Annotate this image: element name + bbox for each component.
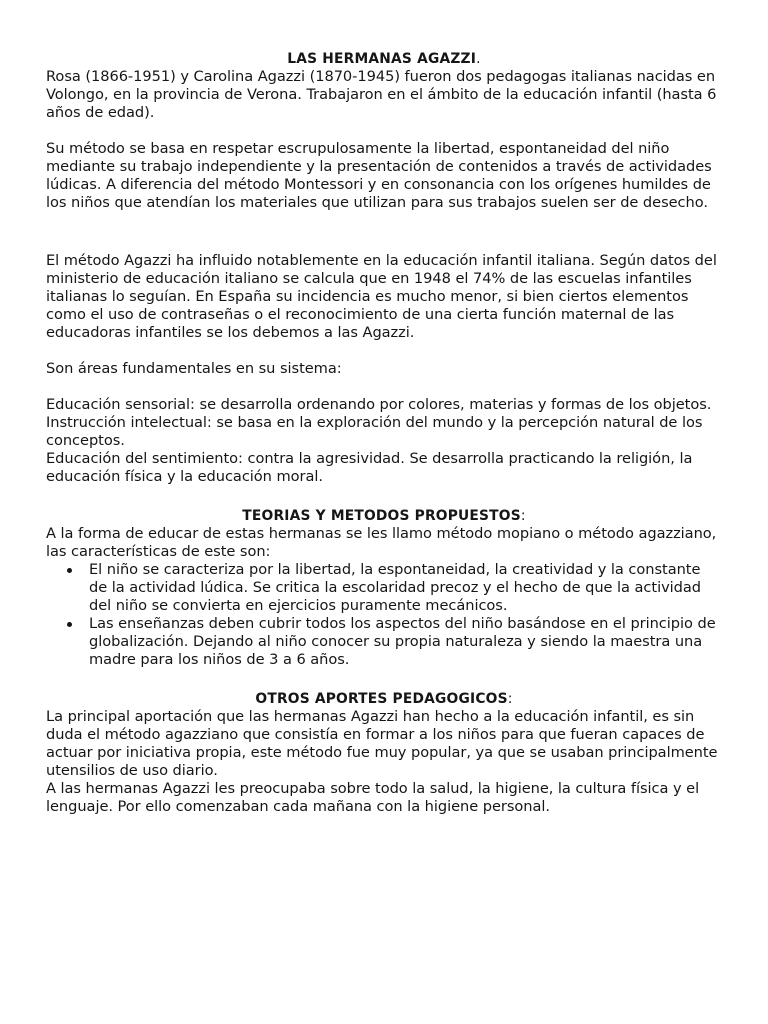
aportes-paragraph: A las hermanas Agazzi les preocupaba sobre todo la salud, la higiene, la cultura física y el lenguaje. Por ello comenzaban cada mañana con la higiene personal. (46, 780, 700, 815)
area-item-sentimiento: Educación del sentimiento: contra la agresividad. Se desarrolla practicando la religión, la educación física y la educación moral. (46, 450, 693, 485)
area-item-sensorial: Educación sensorial: se desarrolla ordenando por colores, materias y formas de los objetos. (46, 396, 712, 413)
section-heading-teorias-text: TEORIAS Y METODOS PROPUESTOS (242, 508, 521, 524)
bullet-item: El niño se caracteriza por la libertad, la espontaneidad, la creatividad y la constante de la actividad lúdica. Se critica la escolaridad precoz y el hecho de que la actividad del niño se convierta en ejercicios puramente mecánicos. (89, 561, 722, 615)
teorias-intro: A la forma de educar de estas hermanas se les llamo método mopiano o método agazziano, las características de este son: (46, 525, 717, 560)
document-title (46, 50, 722, 68)
document-title-punct: . (476, 51, 481, 67)
teorias-bullet-list (46, 561, 722, 669)
section-heading-aportes-text: OTROS APORTES PEDAGOGICOS (255, 691, 508, 707)
section-heading-aportes (46, 690, 722, 708)
aportes-paragraph: La principal aportación que las hermanas Agazzi han hecho a la educación infantil, es sin duda el método agazziano que consistía en formar a los niños para que fueran capaces de actuar por iniciativa propia, este método fue muy popular, ya que se usaban principalmente utensilios de uso diario. (46, 708, 718, 779)
method-paragraph: Su método se basa en respetar escrupulosamente la libertad, espontaneidad del niño mediante su trabajo independiente y la presentación de contenidos a través de actividades lúdicas. A diferencia del método Montessori y en consonancia con los orígenes humildes de los niños que atendían los materiales que utilizan para sus trabajos suelen ser de desecho. (46, 140, 712, 211)
section-heading-aportes-punct: : (507, 691, 513, 707)
area-item-intelectual: Instrucción intelectual: se basa en la exploración del mundo y la percepción natural de los conceptos. (46, 414, 703, 449)
bullet-item: Las enseñanzas deben cubrir todos los aspectos del niño basándose en el principio de globalización. Dejando al niño conocer su propia naturaleza y siendo la maestra una madre para los niños de 3 a 6 años. (89, 615, 722, 669)
section-heading-teorias (46, 507, 722, 525)
areas-intro: Son áreas fundamentales en su sistema: (46, 360, 342, 377)
document-title-text: LAS HERMANAS AGAZZI (287, 51, 477, 67)
intro-paragraph: Rosa (1866-1951) y Carolina Agazzi (1870-1945) fueron dos pedagogas italianas nacidas en Volongo, en la provincia de Verona. Trabajaron en el ámbito de la educación infantil (hasta 6 años de edad). (46, 68, 717, 121)
influence-paragraph: El método Agazzi ha influido notablemente en la educación infantil italiana. Según datos del ministerio de educación italiano se calcula que en 1948 el 74% de las escuelas infantiles italianas lo seguían. En España su incidencia es mucho menor, si bien ciertos elementos como el uso de contraseñas o el reconocimiento de una cierta función maternal de las educadoras infantiles se los debemos a las Agazzi. (46, 252, 717, 341)
section-heading-teorias-punct: : (520, 508, 526, 524)
areas-list (46, 396, 722, 486)
